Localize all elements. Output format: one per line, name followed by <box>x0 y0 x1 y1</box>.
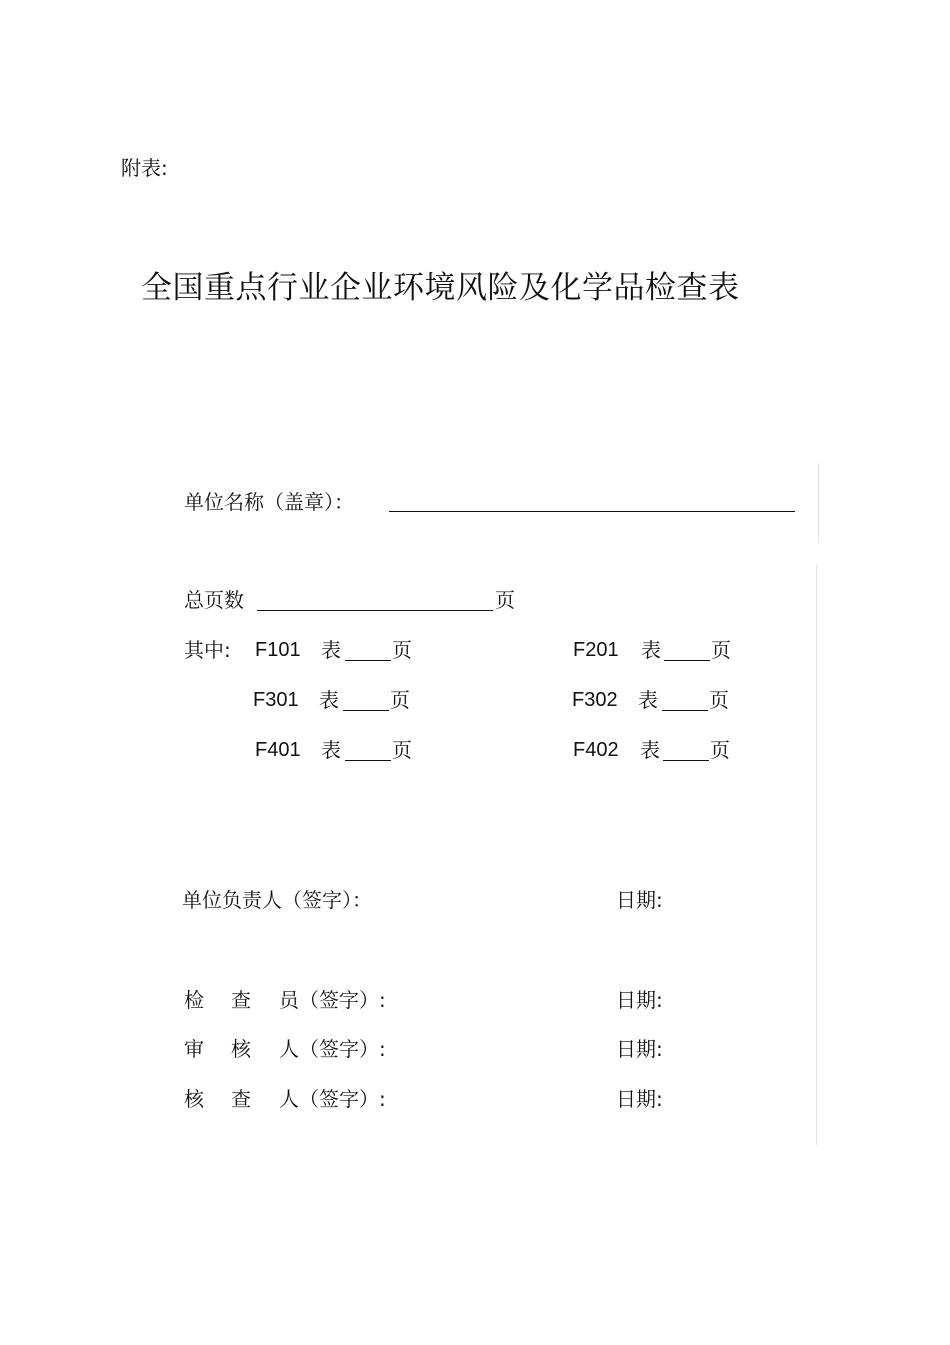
page-word-right-3: 页 <box>710 738 730 762</box>
total-pages-field[interactable] <box>257 610 493 611</box>
margin-divider-top <box>818 463 819 543</box>
form-code-left-1: F101 <box>255 639 301 661</box>
form-code-left-2: F301 <box>253 689 299 711</box>
inspector-date-label: 日期: <box>616 988 663 1012</box>
inspector-label-char-2: 查 <box>231 988 251 1012</box>
checker-date-label: 日期: <box>616 1087 663 1111</box>
page-count-field-left-1[interactable] <box>345 660 391 661</box>
checker-label-char-2: 查 <box>231 1087 251 1111</box>
table-word-right-1: 表 <box>641 638 661 662</box>
page-count-field-left-2[interactable] <box>343 710 389 711</box>
page-word-left-1: 页 <box>392 638 412 662</box>
page-count-field-right-1[interactable] <box>664 660 710 661</box>
total-pages-unit: 页 <box>495 588 515 612</box>
form-code-left-3: F401 <box>255 739 301 761</box>
checker-label-rest: 人（签字）: <box>279 1087 386 1111</box>
table-word-left-3: 表 <box>321 738 341 762</box>
total-pages-label: 总页数 <box>184 588 244 612</box>
responsible-date-label: 日期: <box>616 888 663 912</box>
checker-label-char-1: 核 <box>184 1087 204 1111</box>
table-word-right-3: 表 <box>640 738 660 762</box>
page-count-field-right-2[interactable] <box>662 710 708 711</box>
page-word-right-2: 页 <box>709 688 729 712</box>
margin-divider-bottom <box>816 565 817 1145</box>
reviewer-label-rest: 人（签字）: <box>279 1037 386 1061</box>
document-title: 全国重点行业企业环境风险及化学品检查表 <box>141 270 740 306</box>
table-word-left-2: 表 <box>319 688 339 712</box>
page-word-right-1: 页 <box>711 638 731 662</box>
form-code-right-3: F402 <box>573 739 619 761</box>
page-word-left-3: 页 <box>392 738 412 762</box>
inspector-label-rest: 员（签字）: <box>279 988 386 1012</box>
form-code-right-2: F302 <box>572 689 618 711</box>
inspector-label-char-1: 检 <box>184 988 204 1012</box>
reviewer-date-label: 日期: <box>616 1037 663 1061</box>
page-count-field-left-3[interactable] <box>345 760 391 761</box>
breakdown-intro: 其中: <box>184 638 231 662</box>
attachment-label: 附表: <box>121 156 168 180</box>
responsible-signature-label: 单位负责人（签字）： <box>182 888 372 912</box>
form-code-right-1: F201 <box>573 639 619 661</box>
table-word-left-1: 表 <box>321 638 341 662</box>
table-word-right-2: 表 <box>638 688 658 712</box>
reviewer-label-char-1: 审 <box>184 1037 204 1061</box>
unit-name-label: 单位名称（盖章）： <box>184 490 354 514</box>
reviewer-label-char-2: 核 <box>231 1037 251 1061</box>
page-word-left-2: 页 <box>390 688 410 712</box>
unit-name-field[interactable] <box>389 511 795 512</box>
page-count-field-right-3[interactable] <box>663 760 709 761</box>
